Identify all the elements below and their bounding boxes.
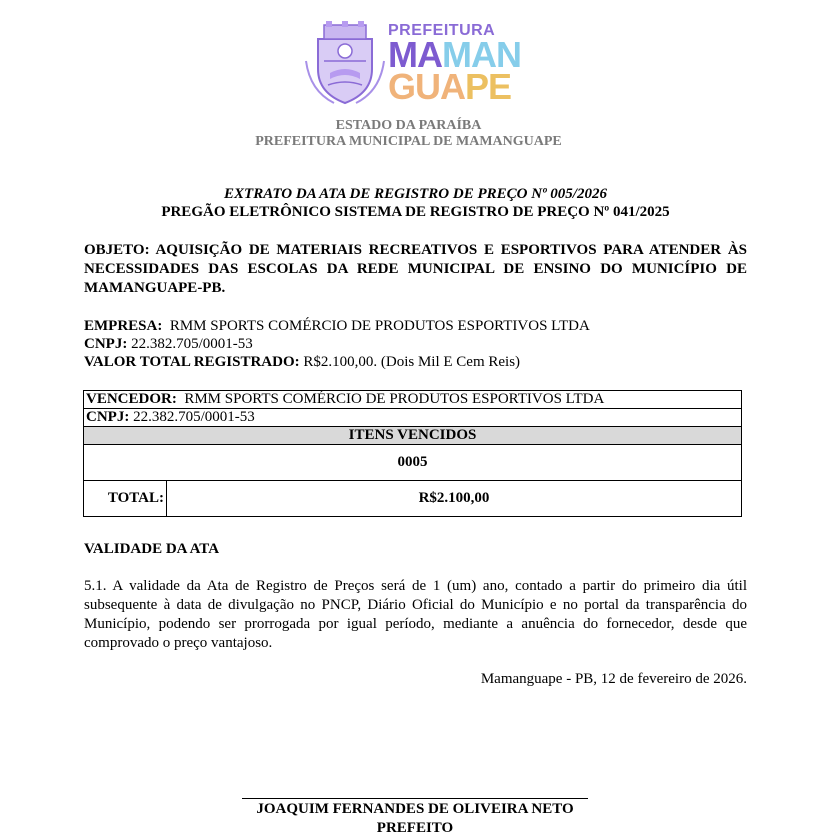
vencedor-label: VENCEDOR: [86, 391, 177, 407]
empresa-line [84, 317, 747, 336]
prefeitura-logo [304, 18, 529, 108]
vencedor-cell [84, 391, 742, 409]
item-cell: 0005 [84, 445, 742, 481]
place-date: Mamanguape - PB, 12 de fevereiro de 2026. [480, 671, 747, 687]
table-cnpj-label: CNPJ: [86, 409, 130, 425]
itens-header-row [84, 427, 742, 445]
valor-label: VALOR TOTAL REGISTRADO: [84, 354, 300, 370]
total-row [84, 481, 742, 517]
city-crest-icon [304, 21, 386, 105]
logo-word-2b: PE [465, 66, 512, 107]
logo-word-1b: MAN [442, 34, 521, 75]
itens-header-cell: ITENS VENCIDOS [84, 427, 742, 445]
signatory-name: JOAQUIM FERNANDES DE OLIVEIRA NETO [256, 801, 574, 817]
table-cnpj-value: 22.382.705/0001-53 [129, 409, 255, 425]
logo-prefeitura-text: PREFEITURA [388, 22, 496, 39]
vencedor-value: RMM SPORTS COMÉRCIO DE PRODUTOS ESPORTIVOS LTDA [176, 391, 605, 407]
logo-word-2a: GUA [388, 66, 465, 107]
total-label-cell: TOTAL: [84, 481, 167, 517]
table-cnpj-cell [84, 409, 742, 427]
valor-line [84, 353, 747, 372]
empresa-label: EMPRESA: [84, 318, 163, 334]
document-subtitle: PREGÃO ELETRÔNICO SISTEMA DE REGISTRO DE PREÇO Nº 041/2025 [161, 204, 670, 220]
signatory-role: PREFEITO [376, 820, 454, 836]
empresa-cnpj-line [84, 335, 747, 354]
winner-table [83, 390, 742, 517]
objeto-paragraph: OBJETO: AQUISIÇÃO DE MATERIAIS RECREATIVOS E ESPORTIVOS PARA ATENDER ÀS NECESSIDADES DAS ESCOLAS DA REDE MUNICIPAL DE ENSINO DO MUNICÍPIO DE MAMANGUAPE-PB. [84, 242, 747, 296]
item-row [84, 445, 742, 481]
municipality-header: PREFEITURA MUNICIPAL DE MAMANGUAPE [255, 134, 562, 149]
empresa-value: RMM SPORTS COMÉRCIO DE PRODUTOS ESPORTIVOS LTDA [162, 318, 590, 334]
logo-word-1a: MA [388, 34, 442, 75]
total-value-cell: R$2.100,00 [167, 481, 742, 517]
signature-line [242, 798, 588, 799]
vencedor-row [84, 391, 742, 409]
valor-value: R$2.100,00. (Dois Mil E Cem Reis) [299, 354, 521, 370]
state-header: ESTADO DA PARAÍBA [335, 118, 482, 133]
empresa-cnpj-label: CNPJ: [84, 336, 128, 352]
empresa-cnpj-value: 22.382.705/0001-53 [127, 336, 253, 352]
document-title: EXTRATO DA ATA DE REGISTRO DE PREÇO Nº 005/2026 [224, 186, 607, 202]
validade-heading: VALIDADE DA ATA [84, 541, 220, 557]
logo-word-2 [388, 66, 512, 107]
table-cnpj-row [84, 409, 742, 427]
validade-paragraph: 5.1. A validade da Ata de Registro de Preços será de 1 (um) ano, contado a partir do primeiro dia útil subsequente à data de divulgação no PNCP, Diário Oficial do Município e no portal da transparência do Município, podendo ser prorrogada por igual período, mediante a anuência do fornecedor, desde que comprovado o preço vantajoso. [84, 578, 747, 651]
